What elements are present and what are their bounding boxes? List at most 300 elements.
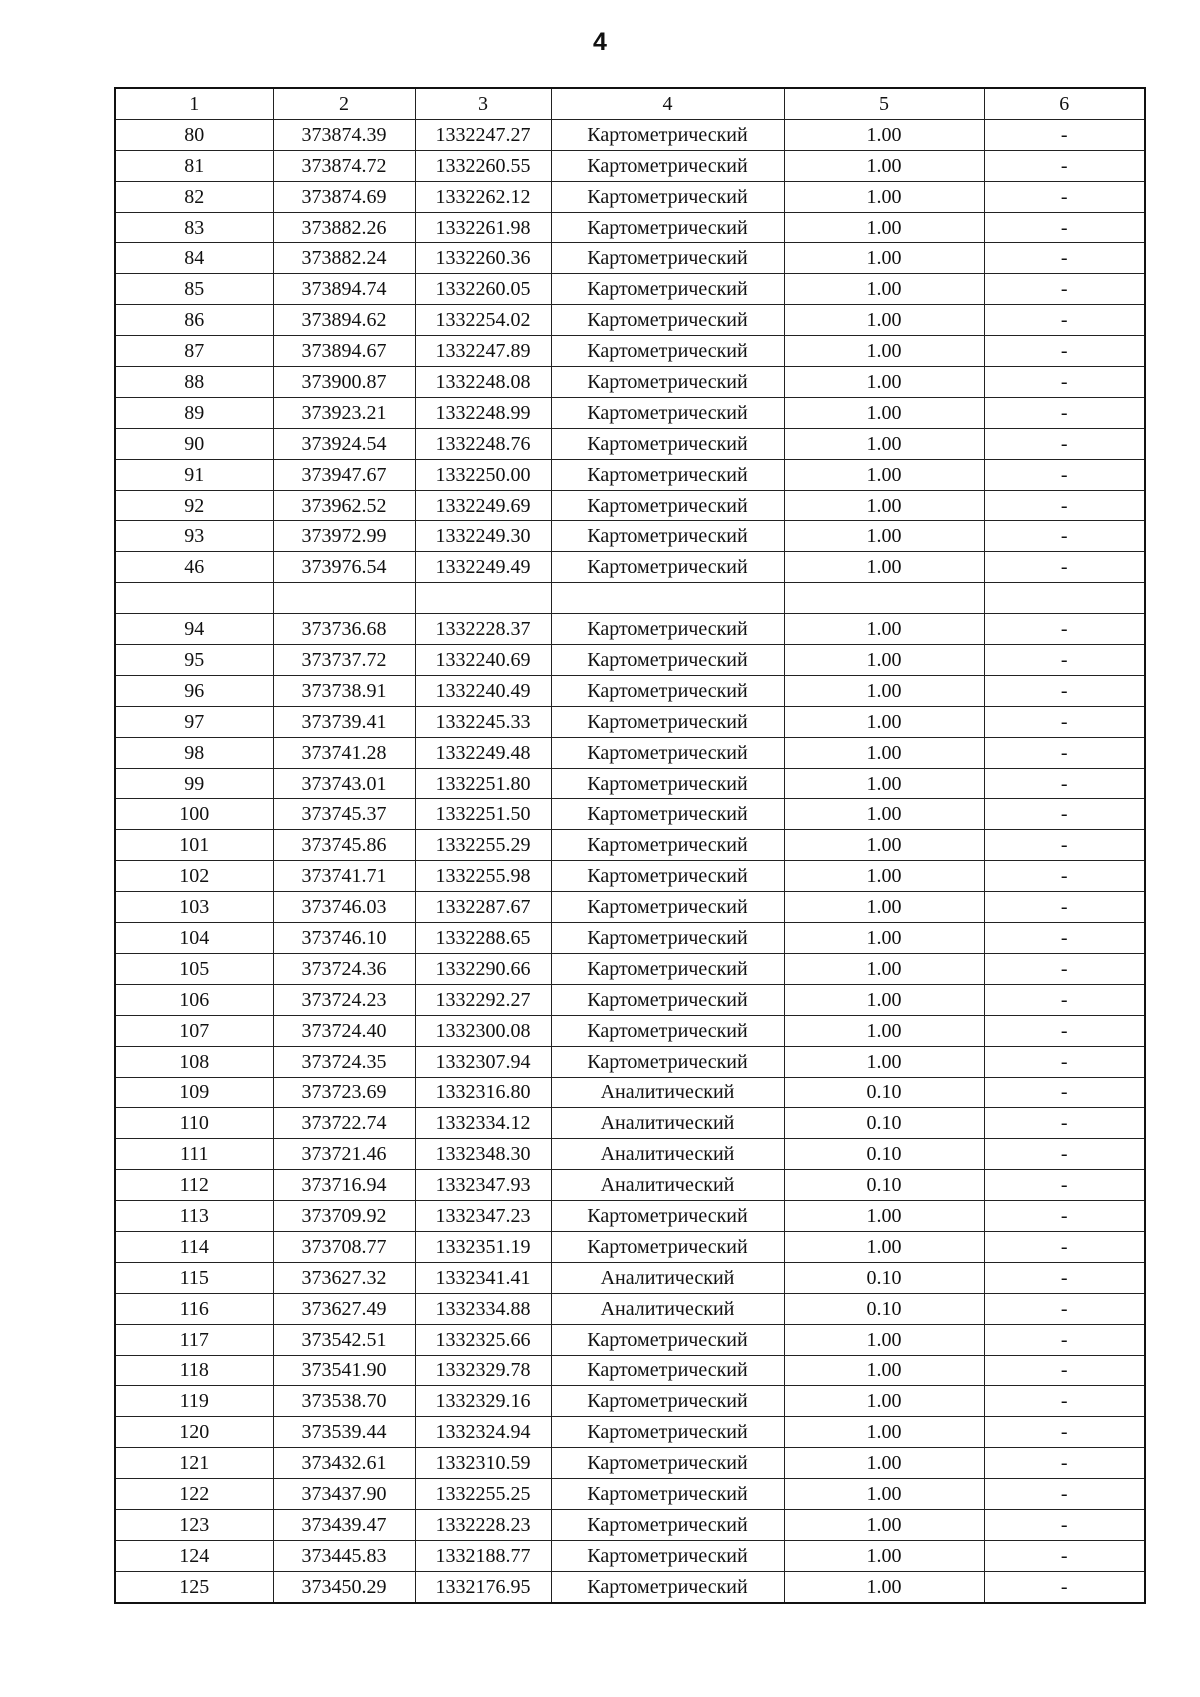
note-cell: - [984, 521, 1145, 552]
note-cell: - [984, 953, 1145, 984]
x-coordinate-cell: 373976.54 [273, 552, 415, 583]
point-number-cell: 97 [115, 706, 273, 737]
accuracy-cell: 1.00 [784, 212, 984, 243]
point-number-cell: 104 [115, 923, 273, 954]
table-row [115, 645, 1145, 676]
accuracy-cell: 1.00 [784, 1448, 984, 1479]
y-coordinate-cell: 1332260.36 [415, 243, 551, 274]
point-number-cell: 121 [115, 1448, 273, 1479]
point-number-cell: 115 [115, 1262, 273, 1293]
method-cell: Картометрический [551, 645, 784, 676]
table-row [115, 1201, 1145, 1232]
point-number-cell: 108 [115, 1046, 273, 1077]
accuracy-cell: 1.00 [784, 150, 984, 181]
point-number-cell: 95 [115, 645, 273, 676]
y-coordinate-cell: 1332249.48 [415, 737, 551, 768]
point-number-cell: 124 [115, 1540, 273, 1571]
point-number-cell: 94 [115, 614, 273, 645]
point-number-cell: 82 [115, 181, 273, 212]
x-coordinate-cell: 373539.44 [273, 1417, 415, 1448]
y-coordinate-cell: 1332188.77 [415, 1540, 551, 1571]
y-coordinate-cell: 1332260.55 [415, 150, 551, 181]
table-row [115, 1231, 1145, 1262]
point-number-cell: 46 [115, 552, 273, 583]
point-number-cell: 96 [115, 675, 273, 706]
y-coordinate-cell: 1332324.94 [415, 1417, 551, 1448]
x-coordinate-cell: 373741.28 [273, 737, 415, 768]
y-coordinate-cell: 1332228.37 [415, 614, 551, 645]
accuracy-cell: 1.00 [784, 1417, 984, 1448]
x-coordinate-cell: 373874.39 [273, 119, 415, 150]
x-coordinate-cell: 373738.91 [273, 675, 415, 706]
accuracy-cell: 1.00 [784, 119, 984, 150]
x-coordinate-cell: 373724.35 [273, 1046, 415, 1077]
method-cell: Аналитический [551, 1170, 784, 1201]
x-coordinate-cell: 373627.49 [273, 1293, 415, 1324]
table-row [115, 397, 1145, 428]
table-row [115, 212, 1145, 243]
method-cell: Картометрический [551, 706, 784, 737]
table-row [115, 1139, 1145, 1170]
note-cell: - [984, 1077, 1145, 1108]
table-row [115, 953, 1145, 984]
table-row [115, 1540, 1145, 1571]
y-coordinate-cell: 1332334.88 [415, 1293, 551, 1324]
note-cell: - [984, 923, 1145, 954]
x-coordinate-cell: 373746.10 [273, 923, 415, 954]
note-cell: - [984, 1046, 1145, 1077]
accuracy-cell: 1.00 [784, 274, 984, 305]
table-row [115, 1046, 1145, 1077]
table-row [115, 1262, 1145, 1293]
method-cell: Картометрический [551, 1448, 784, 1479]
table-row [115, 799, 1145, 830]
point-number-cell: 123 [115, 1509, 273, 1540]
x-coordinate-cell: 373900.87 [273, 367, 415, 398]
method-cell: Картометрический [551, 1046, 784, 1077]
y-coordinate-cell: 1332310.59 [415, 1448, 551, 1479]
method-cell: Картометрический [551, 521, 784, 552]
note-cell: - [984, 150, 1145, 181]
note-cell: - [984, 1448, 1145, 1479]
x-coordinate-cell: 373736.68 [273, 614, 415, 645]
y-coordinate-cell: 1332255.25 [415, 1479, 551, 1510]
accuracy-cell: 0.10 [784, 1108, 984, 1139]
y-coordinate-cell: 1332247.89 [415, 336, 551, 367]
note-cell: - [984, 1324, 1145, 1355]
method-cell: Картометрический [551, 1324, 784, 1355]
accuracy-cell: 1.00 [784, 1046, 984, 1077]
y-coordinate-cell: 1332251.80 [415, 768, 551, 799]
x-coordinate-cell: 373882.26 [273, 212, 415, 243]
point-number-cell: 87 [115, 336, 273, 367]
method-cell: Картометрический [551, 614, 784, 645]
x-coordinate-cell: 373541.90 [273, 1355, 415, 1386]
table-row [115, 1479, 1145, 1510]
x-coordinate-cell: 373723.69 [273, 1077, 415, 1108]
coordinates-table [114, 87, 1146, 1604]
x-coordinate-cell [273, 583, 415, 614]
note-cell: - [984, 552, 1145, 583]
accuracy-cell: 1.00 [784, 768, 984, 799]
y-coordinate-cell: 1332247.27 [415, 119, 551, 150]
accuracy-cell: 0.10 [784, 1077, 984, 1108]
method-cell: Картометрический [551, 768, 784, 799]
table-row [115, 614, 1145, 645]
y-coordinate-cell: 1332248.08 [415, 367, 551, 398]
note-cell: - [984, 428, 1145, 459]
y-coordinate-cell: 1332240.69 [415, 645, 551, 676]
note-cell: - [984, 1170, 1145, 1201]
note-cell: - [984, 1540, 1145, 1571]
x-coordinate-cell: 373947.67 [273, 459, 415, 490]
note-cell: - [984, 1139, 1145, 1170]
y-coordinate-cell: 1332348.30 [415, 1139, 551, 1170]
accuracy-cell: 1.00 [784, 830, 984, 861]
y-coordinate-cell: 1332249.30 [415, 521, 551, 552]
table-row [115, 923, 1145, 954]
table-row [115, 1077, 1145, 1108]
column-header-1: 1 [115, 88, 273, 119]
method-cell: Картометрический [551, 367, 784, 398]
point-number-cell: 107 [115, 1015, 273, 1046]
method-cell: Картометрический [551, 490, 784, 521]
accuracy-cell: 1.00 [784, 552, 984, 583]
x-coordinate-cell: 373746.03 [273, 892, 415, 923]
table-row [115, 984, 1145, 1015]
y-coordinate-cell: 1332347.23 [415, 1201, 551, 1232]
x-coordinate-cell: 373709.92 [273, 1201, 415, 1232]
page-number: 4 [593, 28, 607, 56]
point-number-cell: 93 [115, 521, 273, 552]
note-cell: - [984, 212, 1145, 243]
table-row [115, 1015, 1145, 1046]
point-number-cell: 89 [115, 397, 273, 428]
method-cell: Картометрический [551, 1231, 784, 1262]
note-cell: - [984, 892, 1145, 923]
table-row [115, 490, 1145, 521]
x-coordinate-cell: 373722.74 [273, 1108, 415, 1139]
method-cell: Картометрический [551, 799, 784, 830]
accuracy-cell: 0.10 [784, 1262, 984, 1293]
y-coordinate-cell: 1332248.99 [415, 397, 551, 428]
x-coordinate-cell: 373721.46 [273, 1139, 415, 1170]
y-coordinate-cell: 1332287.67 [415, 892, 551, 923]
method-cell: Картометрический [551, 1015, 784, 1046]
point-number-cell: 92 [115, 490, 273, 521]
point-number-cell: 106 [115, 984, 273, 1015]
x-coordinate-cell: 373923.21 [273, 397, 415, 428]
y-coordinate-cell: 1332292.27 [415, 984, 551, 1015]
accuracy-cell: 1.00 [784, 1479, 984, 1510]
x-coordinate-cell: 373716.94 [273, 1170, 415, 1201]
point-number-cell: 98 [115, 737, 273, 768]
accuracy-cell: 1.00 [784, 490, 984, 521]
table-row [115, 892, 1145, 923]
method-cell: Картометрический [551, 1355, 784, 1386]
accuracy-cell: 1.00 [784, 1324, 984, 1355]
table-row [115, 521, 1145, 552]
table-row [115, 675, 1145, 706]
column-header-4: 4 [551, 88, 784, 119]
point-number-cell: 111 [115, 1139, 273, 1170]
accuracy-cell: 0.10 [784, 1293, 984, 1324]
note-cell: - [984, 1417, 1145, 1448]
point-number-cell: 99 [115, 768, 273, 799]
point-number-cell: 86 [115, 305, 273, 336]
x-coordinate-cell: 373724.36 [273, 953, 415, 984]
table-row [115, 552, 1145, 583]
y-coordinate-cell: 1332262.12 [415, 181, 551, 212]
point-number-cell: 102 [115, 861, 273, 892]
x-coordinate-cell: 373962.52 [273, 490, 415, 521]
y-coordinate-cell: 1332249.69 [415, 490, 551, 521]
point-number-cell: 88 [115, 367, 273, 398]
x-coordinate-cell: 373894.74 [273, 274, 415, 305]
note-cell: - [984, 119, 1145, 150]
note-cell: - [984, 614, 1145, 645]
method-cell: Картометрический [551, 212, 784, 243]
point-number-cell: 90 [115, 428, 273, 459]
method-cell: Картометрический [551, 428, 784, 459]
method-cell: Картометрический [551, 892, 784, 923]
x-coordinate-cell: 373745.86 [273, 830, 415, 861]
point-number-cell: 122 [115, 1479, 273, 1510]
y-coordinate-cell: 1332351.19 [415, 1231, 551, 1262]
accuracy-cell: 1.00 [784, 861, 984, 892]
note-cell: - [984, 1479, 1145, 1510]
point-number-cell: 83 [115, 212, 273, 243]
table-row [115, 1170, 1145, 1201]
table-row [115, 1386, 1145, 1417]
table-row [115, 336, 1145, 367]
table-row [115, 768, 1145, 799]
method-cell: Картометрический [551, 830, 784, 861]
method-cell: Картометрический [551, 1540, 784, 1571]
x-coordinate-cell: 373737.72 [273, 645, 415, 676]
x-coordinate-cell: 373724.23 [273, 984, 415, 1015]
table-row [115, 459, 1145, 490]
x-coordinate-cell: 373741.71 [273, 861, 415, 892]
note-cell: - [984, 1571, 1145, 1602]
y-coordinate-cell: 1332329.78 [415, 1355, 551, 1386]
accuracy-cell: 0.10 [784, 1139, 984, 1170]
accuracy-cell: 1.00 [784, 799, 984, 830]
y-coordinate-cell: 1332228.23 [415, 1509, 551, 1540]
point-number-cell: 110 [115, 1108, 273, 1139]
y-coordinate-cell: 1332254.02 [415, 305, 551, 336]
header-row [115, 88, 1145, 119]
y-coordinate-cell: 1332248.76 [415, 428, 551, 459]
y-coordinate-cell: 1332255.29 [415, 830, 551, 861]
accuracy-cell: 1.00 [784, 953, 984, 984]
accuracy-cell: 1.00 [784, 1540, 984, 1571]
y-coordinate-cell: 1332250.00 [415, 459, 551, 490]
point-number-cell: 80 [115, 119, 273, 150]
y-coordinate-cell: 1332249.49 [415, 552, 551, 583]
note-cell: - [984, 984, 1145, 1015]
column-header-2: 2 [273, 88, 415, 119]
method-cell: Картометрический [551, 1386, 784, 1417]
method-cell: Аналитический [551, 1262, 784, 1293]
point-number-cell: 114 [115, 1231, 273, 1262]
method-cell: Картометрический [551, 552, 784, 583]
note-cell: - [984, 645, 1145, 676]
method-cell [551, 583, 784, 614]
accuracy-cell: 1.00 [784, 521, 984, 552]
method-cell: Картометрический [551, 305, 784, 336]
accuracy-cell: 0.10 [784, 1170, 984, 1201]
accuracy-cell: 1.00 [784, 1571, 984, 1602]
y-coordinate-cell: 1332176.95 [415, 1571, 551, 1602]
note-cell: - [984, 1015, 1145, 1046]
y-coordinate-cell: 1332325.66 [415, 1324, 551, 1355]
note-cell: - [984, 799, 1145, 830]
point-number-cell: 84 [115, 243, 273, 274]
table-row [115, 1509, 1145, 1540]
point-number-cell: 118 [115, 1355, 273, 1386]
method-cell: Картометрический [551, 861, 784, 892]
y-coordinate-cell: 1332329.16 [415, 1386, 551, 1417]
y-coordinate-cell: 1332334.12 [415, 1108, 551, 1139]
x-coordinate-cell: 373432.61 [273, 1448, 415, 1479]
x-coordinate-cell: 373924.54 [273, 428, 415, 459]
method-cell: Картометрический [551, 243, 784, 274]
note-cell [984, 583, 1145, 614]
y-coordinate-cell: 1332288.65 [415, 923, 551, 954]
point-number-cell: 117 [115, 1324, 273, 1355]
point-number-cell [115, 583, 273, 614]
y-coordinate-cell: 1332251.50 [415, 799, 551, 830]
point-number-cell: 119 [115, 1386, 273, 1417]
method-cell: Аналитический [551, 1108, 784, 1139]
x-coordinate-cell: 373708.77 [273, 1231, 415, 1262]
accuracy-cell: 1.00 [784, 1355, 984, 1386]
accuracy-cell [784, 583, 984, 614]
accuracy-cell: 1.00 [784, 614, 984, 645]
x-coordinate-cell: 373894.62 [273, 305, 415, 336]
accuracy-cell: 1.00 [784, 397, 984, 428]
point-number-cell: 105 [115, 953, 273, 984]
method-cell: Картометрический [551, 336, 784, 367]
x-coordinate-cell: 373739.41 [273, 706, 415, 737]
table-row [115, 583, 1145, 614]
accuracy-cell: 1.00 [784, 243, 984, 274]
y-coordinate-cell: 1332300.08 [415, 1015, 551, 1046]
y-coordinate-cell: 1332261.98 [415, 212, 551, 243]
note-cell: - [984, 830, 1145, 861]
note-cell: - [984, 305, 1145, 336]
table-row [115, 150, 1145, 181]
y-coordinate-cell: 1332347.93 [415, 1170, 551, 1201]
method-cell: Картометрический [551, 1509, 784, 1540]
accuracy-cell: 1.00 [784, 367, 984, 398]
table-row [115, 706, 1145, 737]
column-header-6: 6 [984, 88, 1145, 119]
y-coordinate-cell: 1332290.66 [415, 953, 551, 984]
accuracy-cell: 1.00 [784, 1015, 984, 1046]
method-cell: Картометрический [551, 397, 784, 428]
table-row [115, 1417, 1145, 1448]
point-number-cell: 125 [115, 1571, 273, 1602]
y-coordinate-cell: 1332255.98 [415, 861, 551, 892]
table-row [115, 737, 1145, 768]
table-row [115, 274, 1145, 305]
method-cell: Картометрический [551, 119, 784, 150]
note-cell: - [984, 861, 1145, 892]
method-cell: Аналитический [551, 1139, 784, 1170]
accuracy-cell: 1.00 [784, 1509, 984, 1540]
method-cell: Аналитический [551, 1077, 784, 1108]
method-cell: Картометрический [551, 737, 784, 768]
accuracy-cell: 1.00 [784, 706, 984, 737]
point-number-cell: 91 [115, 459, 273, 490]
y-coordinate-cell: 1332341.41 [415, 1262, 551, 1293]
accuracy-cell: 1.00 [784, 305, 984, 336]
table-row [115, 1448, 1145, 1479]
x-coordinate-cell: 373743.01 [273, 768, 415, 799]
x-coordinate-cell: 373882.24 [273, 243, 415, 274]
method-cell: Картометрический [551, 675, 784, 706]
y-coordinate-cell: 1332307.94 [415, 1046, 551, 1077]
x-coordinate-cell: 373874.69 [273, 181, 415, 212]
method-cell: Картометрический [551, 953, 784, 984]
column-header-5: 5 [784, 88, 984, 119]
note-cell: - [984, 675, 1145, 706]
table-row [115, 119, 1145, 150]
table-row [115, 1108, 1145, 1139]
x-coordinate-cell: 373445.83 [273, 1540, 415, 1571]
note-cell: - [984, 181, 1145, 212]
x-coordinate-cell: 373538.70 [273, 1386, 415, 1417]
table-body [115, 119, 1145, 1602]
accuracy-cell: 1.00 [784, 459, 984, 490]
note-cell: - [984, 397, 1145, 428]
accuracy-cell: 1.00 [784, 428, 984, 459]
table-header [115, 88, 1145, 119]
x-coordinate-cell: 373439.47 [273, 1509, 415, 1540]
point-number-cell: 101 [115, 830, 273, 861]
table-row [115, 1355, 1145, 1386]
method-cell: Картометрический [551, 1479, 784, 1510]
method-cell: Картометрический [551, 1571, 784, 1602]
accuracy-cell: 1.00 [784, 645, 984, 676]
note-cell: - [984, 243, 1145, 274]
note-cell: - [984, 1231, 1145, 1262]
note-cell: - [984, 1201, 1145, 1232]
point-number-cell: 116 [115, 1293, 273, 1324]
method-cell: Картометрический [551, 181, 784, 212]
x-coordinate-cell: 373874.72 [273, 150, 415, 181]
note-cell: - [984, 1293, 1145, 1324]
table-row [115, 1293, 1145, 1324]
note-cell: - [984, 274, 1145, 305]
y-coordinate-cell: 1332240.49 [415, 675, 551, 706]
table-row [115, 1571, 1145, 1602]
table-row [115, 830, 1145, 861]
x-coordinate-cell: 373542.51 [273, 1324, 415, 1355]
note-cell: - [984, 1386, 1145, 1417]
point-number-cell: 85 [115, 274, 273, 305]
method-cell: Картометрический [551, 459, 784, 490]
y-coordinate-cell: 1332316.80 [415, 1077, 551, 1108]
point-number-cell: 113 [115, 1201, 273, 1232]
accuracy-cell: 1.00 [784, 1386, 984, 1417]
method-cell: Картометрический [551, 984, 784, 1015]
y-coordinate-cell [415, 583, 551, 614]
method-cell: Картометрический [551, 1201, 784, 1232]
x-coordinate-cell: 373745.37 [273, 799, 415, 830]
